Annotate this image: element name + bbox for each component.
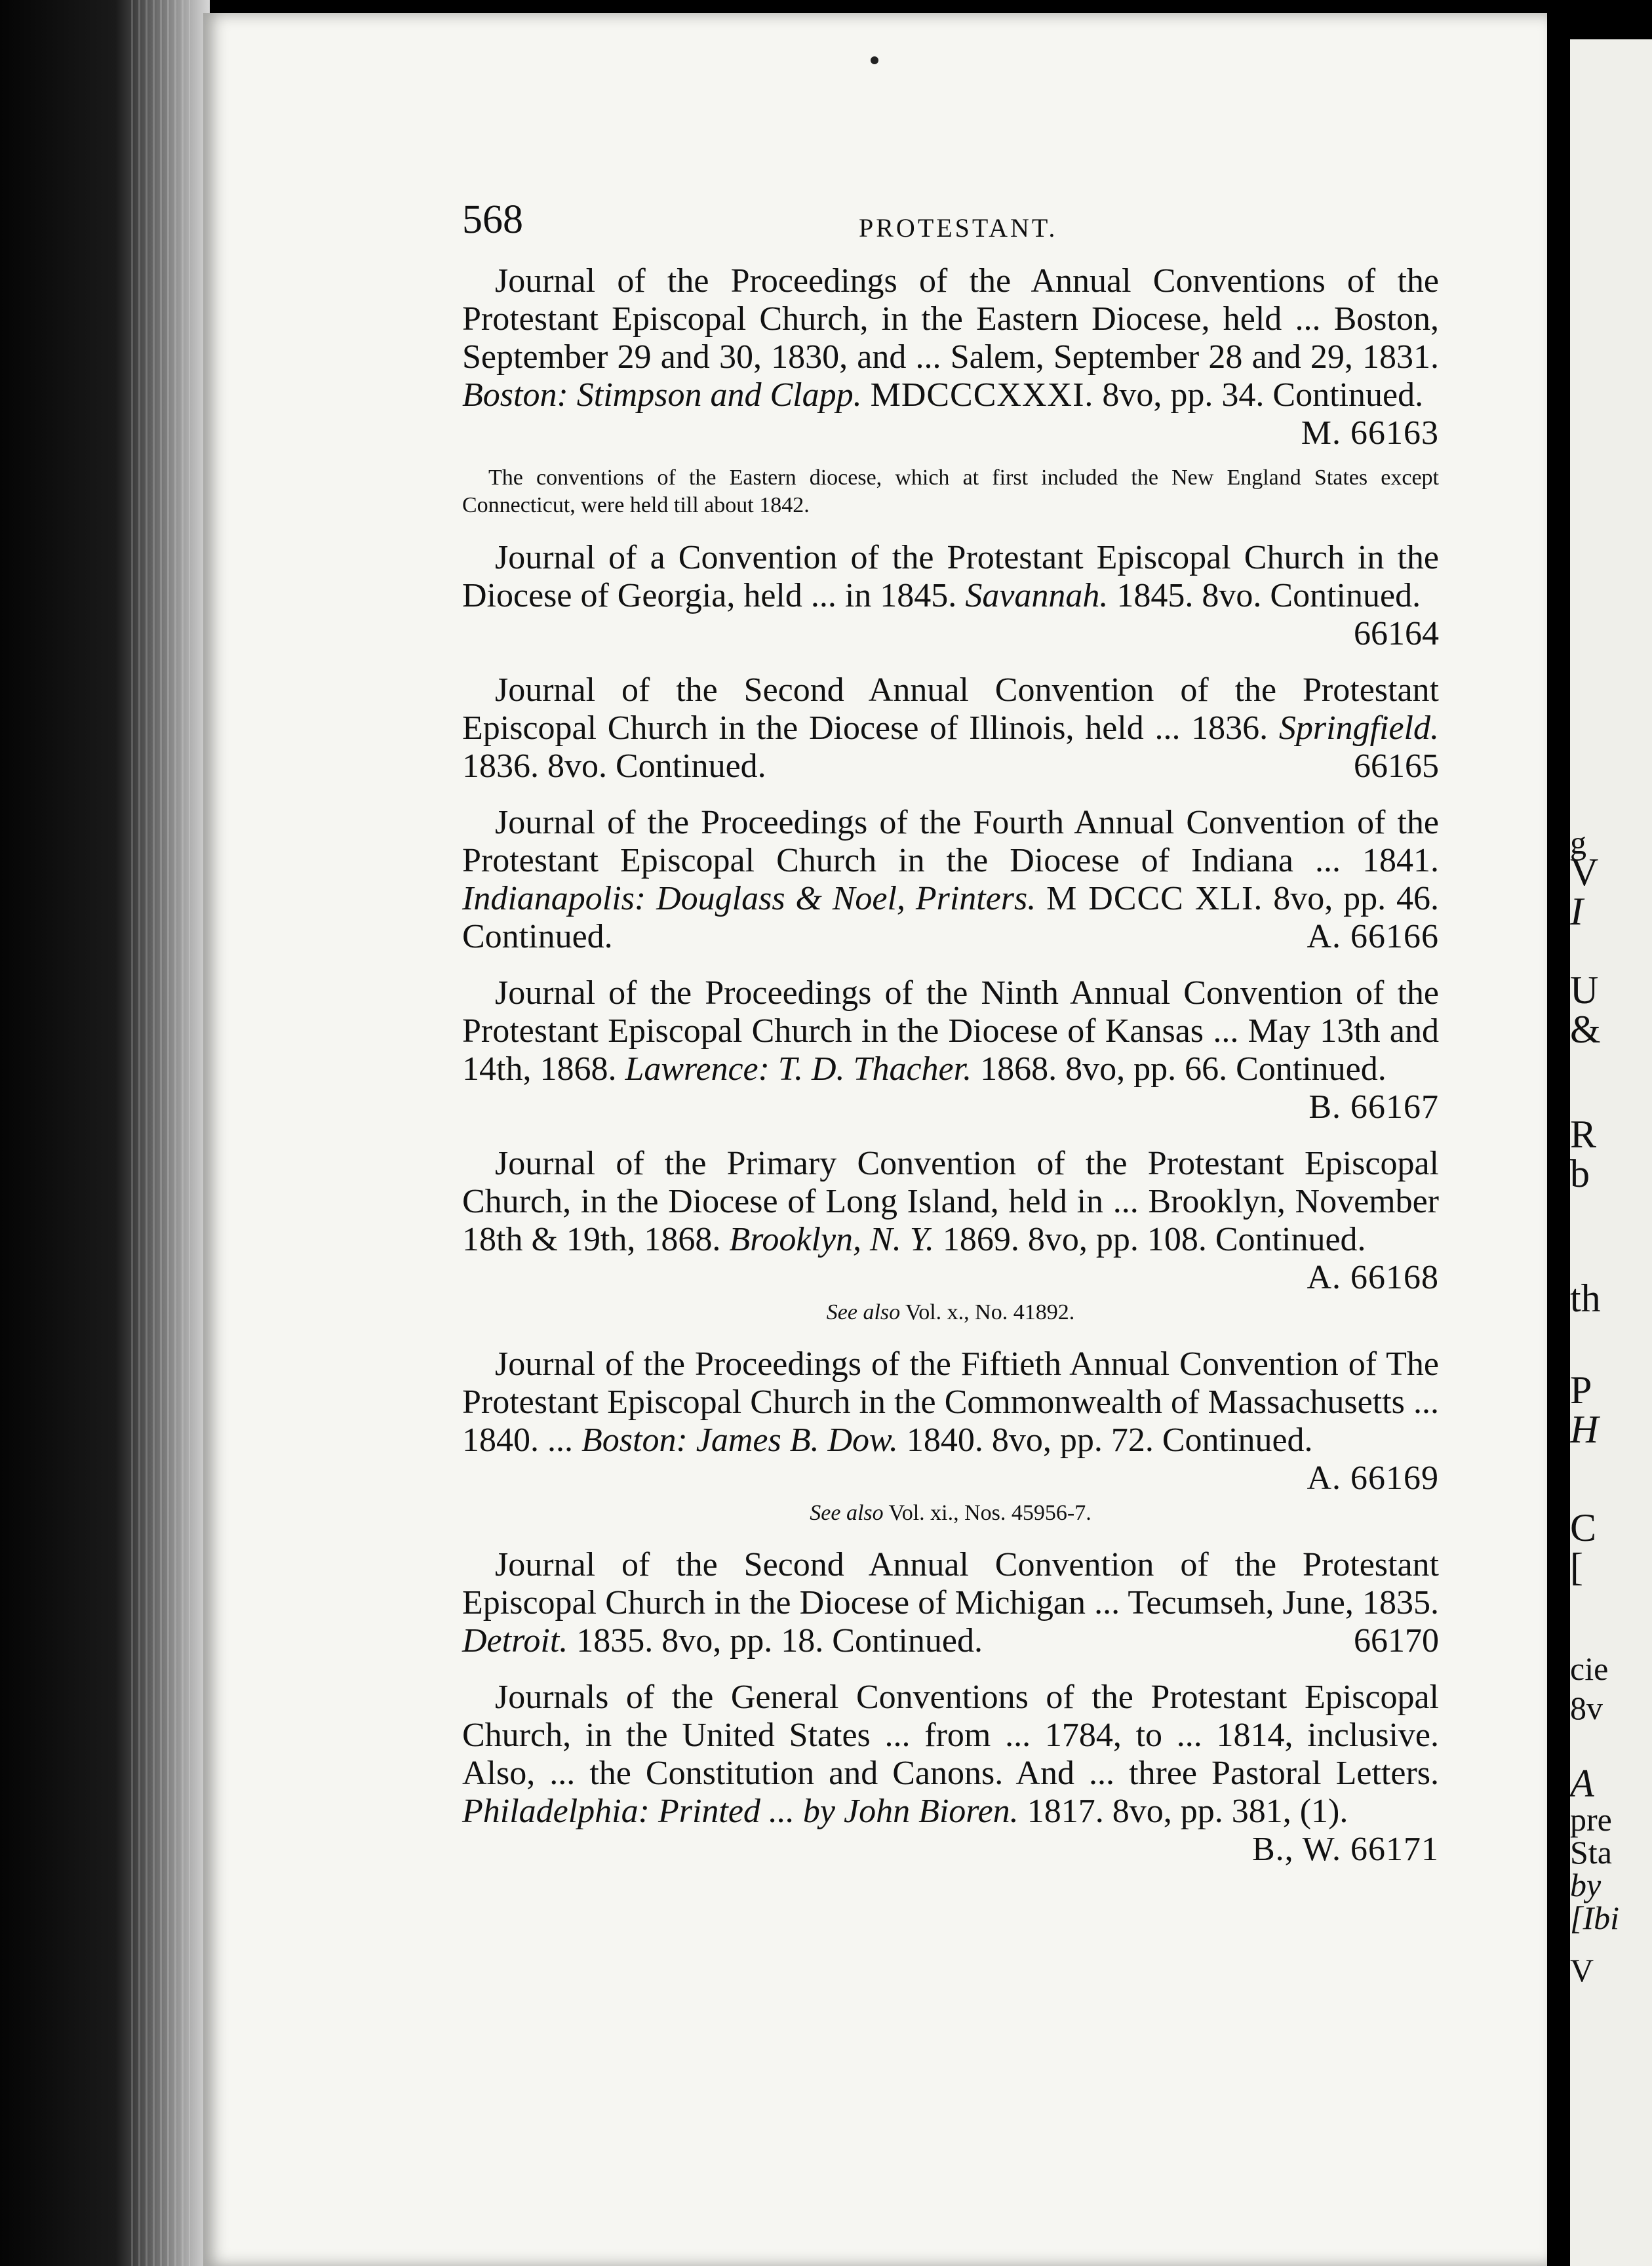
- entry-imprint: Boston: James B. Dow.: [581, 1421, 898, 1459]
- entry-imprint: Brooklyn, N. Y.: [729, 1221, 934, 1258]
- right-page-fragment: H: [1570, 1408, 1599, 1451]
- entry-number: M. 66163: [1301, 414, 1439, 452]
- entry-number: A. 66168: [1307, 1259, 1439, 1296]
- right-page-fragment: g: [1570, 824, 1586, 861]
- right-page-fragment: by: [1570, 1867, 1602, 1903]
- running-head: PROTESTANT.: [859, 213, 1058, 243]
- catalog-entry: [462, 671, 1439, 785]
- entry-date: 1869.: [942, 1221, 1019, 1258]
- right-page-fragment: A: [1570, 1762, 1594, 1805]
- catalog-entry: [462, 804, 1439, 956]
- catalog-entry: [462, 974, 1439, 1126]
- book-gutter: [1547, 0, 1570, 2266]
- see-also-reference: [462, 1300, 1439, 1326]
- right-page-fragment: [: [1570, 1545, 1583, 1589]
- entry-format: 8vo, pp. 34. Continued.: [1102, 376, 1424, 414]
- entry-format: 8vo. Continued.: [547, 747, 766, 785]
- book-spine: [0, 0, 210, 2266]
- see-also-ref: Vol. x., No. 41892.: [905, 1300, 1075, 1324]
- catalog-entry: [462, 539, 1439, 653]
- right-page-fragment: R: [1570, 1113, 1597, 1156]
- entry-title: Journal of the Second Annual Convention of the Protestant Episcopal Church in the Diocese of Michigan ... Tecumseh, June, 1835.: [462, 1546, 1439, 1621]
- entry-imprint: Lawrence: T. D. Thacher.: [625, 1050, 972, 1088]
- entry-title: Journals of the General Conventions of the Protestant Episcopal Church, in the United States ... from ... 1784, to ... 1814, inclusive. Also, ... the Constitution and Canons. And ... three Pastoral Letters.: [462, 1679, 1439, 1792]
- entry-number: A. 66169: [1307, 1460, 1439, 1497]
- entry-imprint: Springfield.: [1278, 709, 1439, 747]
- catalog-entry: [462, 1345, 1439, 1498]
- entry-title: Journal of the Proceedings of the Fourth Annual Convention of the Protestant Episcopal Church in the Diocese of Indiana ... 1841.: [462, 804, 1439, 879]
- right-page-fragment: 8v: [1570, 1690, 1603, 1726]
- entry-title: Journal of the Proceedings of the Annual Conventions of the Protestant Episcopal Church, in the Eastern Diocese, held ... Boston, September 29 and 30, 1830, and ... Salem, September 28 and 29, 1831.: [462, 262, 1439, 376]
- right-page-fragment: U: [1570, 968, 1599, 1012]
- right-page-edge: [1570, 39, 1652, 2266]
- entry-date: 1868.: [980, 1050, 1057, 1088]
- entry-number: B., W. 66171: [1251, 1831, 1439, 1868]
- entry-date: 1845.: [1116, 577, 1194, 614]
- right-page-fragment: V: [1570, 850, 1599, 894]
- entry-number: B. 66167: [1308, 1088, 1439, 1126]
- right-page-fragment: V: [1570, 1952, 1594, 1989]
- right-page-fragment: pre: [1570, 1801, 1612, 1838]
- right-page-fragment: &: [1570, 1008, 1601, 1051]
- catalog-entry: [462, 1145, 1439, 1297]
- catalog-entry: [462, 262, 1439, 452]
- entry-format: 8vo, pp. 108. Continued.: [1027, 1221, 1366, 1258]
- entry-format: 8vo. Continued.: [1202, 577, 1421, 614]
- right-page-fragment: cie: [1570, 1650, 1609, 1687]
- right-page-fragment: b: [1570, 1152, 1590, 1195]
- see-also-label: See also: [826, 1300, 901, 1324]
- page-header: [462, 197, 1439, 262]
- see-also-label: See also: [810, 1501, 884, 1525]
- entry-imprint: Savannah.: [965, 577, 1109, 614]
- right-page-fragment: [Ibi: [1570, 1899, 1619, 1936]
- see-also-reference: [462, 1500, 1439, 1526]
- entry-imprint: Indianapolis: Douglass & Noel, Printers.: [462, 880, 1036, 917]
- entry-title: Journal of the Primary Convention of the Protestant Episcopal Church, in the Diocese of Long Island, held in ... Brooklyn, November 18th & 19th, 1868.: [462, 1145, 1439, 1258]
- entry-format: 8vo, pp. 18. Continued.: [661, 1622, 983, 1660]
- entry-title: Journal of the Proceedings of the Fiftieth Annual Convention of The Protestant Episcopal Church in the Commonwealth of Massachusetts ... 1840. ...: [462, 1345, 1439, 1459]
- see-also-ref: Vol. xi., Nos. 45956-7.: [888, 1501, 1092, 1525]
- entry-format: 8vo, pp. 66. Continued.: [1065, 1050, 1386, 1088]
- right-page-fragment: I: [1570, 890, 1583, 933]
- entry-date: 1835.: [576, 1622, 654, 1660]
- ink-speck: [871, 56, 878, 64]
- entry-title: Journal of a Convention of the Protestant Episcopal Church in the Diocese of Georgia, held ... in 1845.: [462, 539, 1439, 614]
- entry-number: 66164: [1354, 615, 1439, 652]
- entry-date: MDCCCXXXI.: [870, 376, 1094, 414]
- entry-imprint: Boston: Stimpson and Clapp.: [462, 376, 862, 414]
- entry-format: 8vo, pp. 46. Continued.: [462, 880, 1439, 955]
- entry-imprint: Detroit.: [462, 1622, 568, 1660]
- spine-page-edges: [131, 0, 190, 2266]
- catalog-entry: [462, 1546, 1439, 1660]
- right-page-fragment: th: [1570, 1277, 1601, 1320]
- entry-number: 66170: [1354, 1622, 1439, 1660]
- entry-date: 1840.: [906, 1421, 983, 1459]
- entry-date: 1836.: [462, 747, 539, 785]
- page-content: [462, 197, 1439, 1887]
- entry-note: The conventions of the Eastern diocese, which at first included the New England States except Connecticut, were held till about 1842.: [462, 466, 1439, 517]
- catalog-entry: [462, 1679, 1439, 1869]
- entry-imprint: Philadelphia: Printed ... by John Bioren.: [462, 1793, 1019, 1830]
- entry-format: 8vo, pp. 381, (1).: [1112, 1793, 1348, 1830]
- entry-number: A. 66166: [1307, 918, 1439, 955]
- right-page-fragment: C: [1570, 1506, 1597, 1549]
- entry-format: 8vo, pp. 72. Continued.: [991, 1421, 1313, 1459]
- right-page-fragment: P: [1570, 1368, 1592, 1412]
- entry-title: Journal of the Second Annual Convention of the Protestant Episcopal Church in the Diocese of Illinois, held ... 1836.: [462, 671, 1439, 747]
- entry-date: 1817.: [1027, 1793, 1104, 1830]
- entry-number: 66165: [1354, 747, 1439, 785]
- right-page-fragment: Sta: [1570, 1834, 1612, 1871]
- page-number: 568: [462, 197, 523, 242]
- entry-title: Journal of the Proceedings of the Ninth Annual Convention of the Protestant Episcopal Church in the Diocese of Kansas ... May 13th and 14th, 1868.: [462, 974, 1439, 1088]
- entry-date: M DCCC XLI.: [1046, 880, 1263, 917]
